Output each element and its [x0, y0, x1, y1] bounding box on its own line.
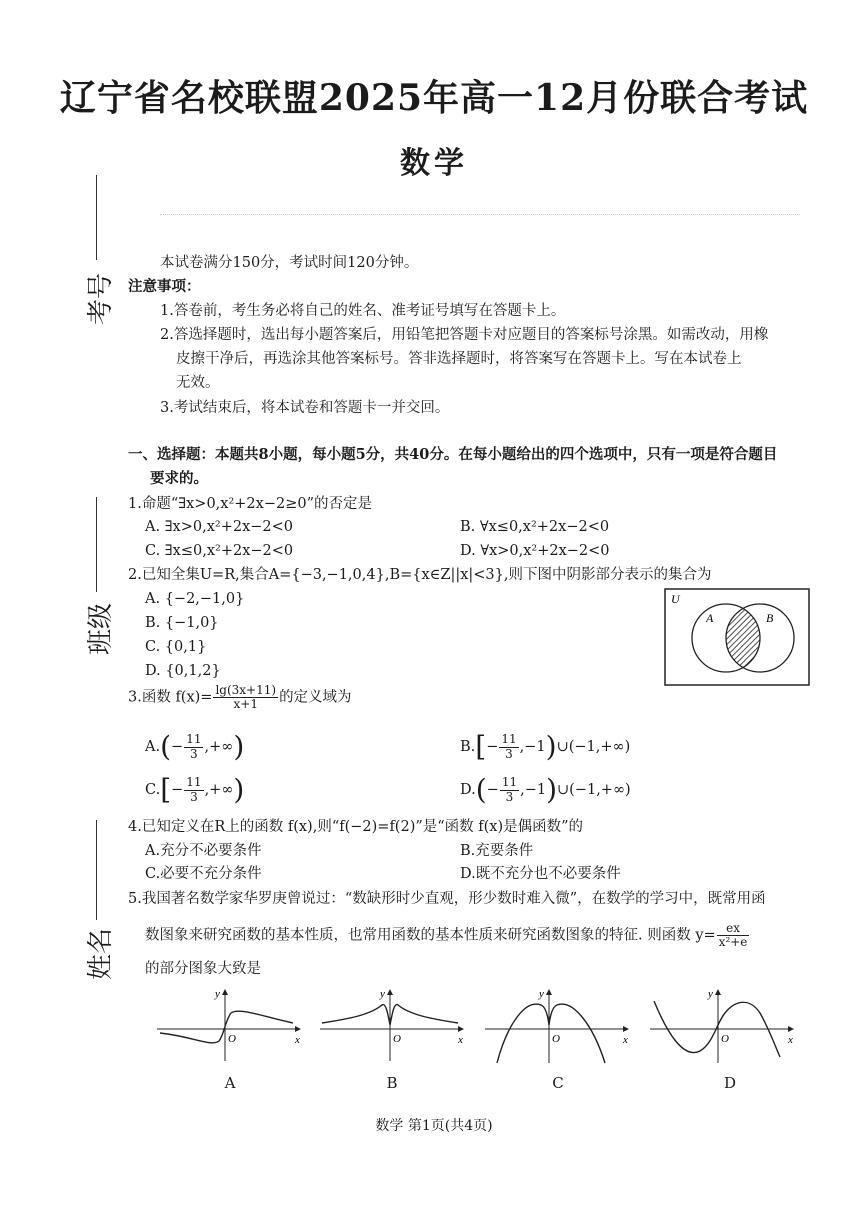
q3-fraction	[213, 684, 278, 711]
venn-label-a: A	[706, 611, 714, 625]
page-footer: 数学 第1页(共4页)	[375, 1118, 493, 1134]
y-label: y	[380, 988, 385, 1000]
frac	[500, 776, 519, 803]
q2-stem: 2.已知全集U=R,集合A={−3,−1,0,4},B={x∈Z||x|<3},则下图中阴影部分表示的集合为	[128, 567, 712, 583]
frac	[184, 776, 203, 803]
y-label: y	[708, 988, 713, 1000]
frac-den: 3	[505, 789, 514, 804]
q3-option-d	[460, 773, 631, 806]
frac-den: 3	[190, 789, 198, 804]
frac-den: 3	[190, 746, 198, 761]
section1-heading: 一、选择题：本题共8小题，每小题5分，共40分。在每小题给出的四个选项中，只有一项是符合题目	[128, 446, 778, 463]
frac-den: 3	[505, 746, 513, 761]
origin-label: O	[393, 1033, 401, 1045]
q5-graph-b-caption: B	[386, 1074, 398, 1092]
frac	[499, 733, 518, 760]
minus-sign: −	[486, 739, 499, 755]
q4-option-b: B.充要条件	[460, 843, 534, 859]
graph-curve	[497, 1004, 605, 1063]
x-label: x	[458, 1034, 463, 1046]
x-label: x	[295, 1034, 300, 1046]
name-label: 姓名	[86, 927, 116, 980]
note-1: 1.答卷前，考生务必将自己的姓名、准考证号填写在答题卡上。	[160, 303, 566, 319]
origin-label: O	[552, 1033, 560, 1045]
frac-num: 11	[186, 732, 202, 747]
frac-num: 11	[186, 775, 202, 790]
q5-stem-line1: 5.我国著名数学家华罗庚曾说过：“数缺形时少直观，形少数时难入微”，在数学的学习中，既常用函	[128, 891, 766, 907]
q5-graph-a-caption: A	[224, 1074, 236, 1092]
minus-sign: −	[171, 739, 184, 755]
y-label: y	[539, 988, 544, 1000]
paren-right: )	[233, 773, 245, 806]
q5-graph-d-caption: D	[723, 1074, 737, 1092]
q3-option-a	[145, 730, 245, 763]
exam-title: 辽宁省名校联盟2025年高一12月份联合考试	[59, 77, 809, 119]
name-line	[96, 820, 97, 920]
note-2-line3: 无效。	[176, 375, 220, 391]
interval-rest: ,+∞	[204, 782, 234, 798]
q1-option-c: C. ∃x≤0,x²+2x−2<0	[145, 543, 294, 559]
venn-label-u: U	[671, 592, 680, 606]
q2-option-c: C. {0,1}	[145, 639, 207, 655]
q1-stem: 1.命题“∃x>0,x²+2x−2≥0”的否定是	[128, 496, 372, 512]
q3-stem-pre: 3.函数 f(x)=	[128, 689, 213, 706]
origin-label: O	[721, 1033, 729, 1045]
interval-rest: ,+∞	[204, 739, 234, 755]
q2-option-d: D. {0,1,2}	[145, 663, 221, 679]
paren-right: )	[233, 730, 245, 763]
exam-no-label: 考号	[86, 272, 116, 325]
q4-option-c: C.必要不充分条件	[145, 866, 262, 882]
frac-num: 11	[501, 775, 518, 790]
q5-frac-den: x²+e	[718, 935, 748, 950]
y-axis-arrow	[222, 989, 228, 995]
q5-frac-num: ex	[717, 922, 750, 936]
y-axis-arrow	[546, 989, 552, 995]
x-axis-arrow	[295, 1026, 301, 1032]
q5-graph-c	[483, 985, 633, 1065]
y-axis-arrow	[387, 989, 393, 995]
intro-text: 本试卷满分150分，考试时间120分钟。	[160, 255, 419, 271]
y-axis-arrow	[715, 989, 721, 995]
origin-label: O	[228, 1033, 236, 1045]
x-axis-arrow	[458, 1026, 464, 1032]
option-label: D.	[460, 782, 476, 798]
divider-rule	[160, 214, 800, 215]
x-axis-arrow	[788, 1026, 794, 1032]
venn-label-b: B	[766, 611, 774, 625]
q4-option-d: D.既不充分也不必要条件	[460, 866, 621, 882]
subject-heading: 数学	[400, 146, 468, 181]
frac	[184, 733, 203, 760]
q3-option-b	[460, 730, 631, 763]
q5-graph-b	[318, 985, 468, 1065]
q1-option-a: A. ∃x>0,x²+2x−2<0	[145, 519, 294, 535]
q3-frac-den: x+1	[233, 697, 258, 712]
q5-graph-a	[155, 985, 305, 1065]
q2-option-b: B. {−1,0}	[145, 615, 219, 631]
note-2-line2: 皮擦干净后，再选涂其他答案标号。答非选择题时，将答案写在答题卡上。写在本试卷上	[176, 351, 742, 367]
q3-stem-post: 的定义域为	[279, 689, 352, 706]
interval-rest: ,−1	[520, 782, 547, 798]
x-axis-arrow	[623, 1026, 629, 1032]
option-label: A.	[145, 739, 161, 755]
interval-tail: ∪(−1,+∞)	[556, 739, 631, 755]
q5-graph-c-caption: C	[552, 1074, 564, 1092]
q5-stem-line3: 的部分图象大致是	[145, 961, 261, 977]
q3-frac-num: lg(3x+11)	[215, 683, 277, 697]
q4-stem: 4.已知定义在R上的函数 f(x),则“f(−2)=f(2)”是“函数 f(x)是偶函数”的	[128, 819, 584, 835]
exam-no-line	[96, 175, 97, 260]
q1-option-b: B. ∀x≤0,x²+2x−2<0	[460, 519, 610, 535]
x-label: x	[623, 1034, 628, 1046]
venn-diagram	[664, 588, 810, 686]
minus-sign: −	[486, 782, 499, 798]
q1-option-d: D. ∀x>0,x²+2x−2<0	[460, 543, 610, 559]
note-2-line1: 2.答选择题时，选出每小题答案后，用铅笔把答题卡对应题目的答案标号涂黑。如需改动，用橡	[160, 327, 769, 343]
class-line	[96, 497, 97, 592]
notes-heading: 注意事项：	[128, 278, 201, 295]
section1-heading-cont: 要求的。	[150, 470, 208, 487]
q5-fraction	[717, 922, 750, 949]
paren-left: (	[475, 773, 487, 806]
paren-right: )	[546, 773, 558, 806]
x-label: x	[788, 1034, 793, 1046]
paren-left: (	[160, 730, 172, 763]
q5-graph-d	[648, 985, 798, 1065]
minus-sign: −	[171, 782, 184, 798]
y-label: y	[215, 988, 220, 1000]
paren-left: [	[160, 773, 172, 806]
option-label: C.	[145, 782, 161, 798]
option-label: B.	[460, 739, 476, 755]
interval-rest: ,−1	[519, 739, 546, 755]
q5-stem-line2	[145, 922, 750, 949]
q2-option-a: A. {−2,−1,0}	[145, 591, 245, 607]
frac-num: 11	[501, 732, 517, 747]
class-label: 班级	[86, 602, 116, 655]
graph-curve	[160, 1011, 293, 1043]
note-3: 3.考试结束后，将本试卷和答题卡一并交回。	[160, 400, 450, 416]
interval-tail: ∪(−1,+∞)	[557, 782, 631, 798]
q3-option-c	[145, 773, 245, 806]
q5-stem-text: 数图象来研究函数的基本性质，也常用函数的基本性质来研究函数图象的特征. 则函数 y=	[145, 927, 716, 944]
q3-stem	[128, 684, 352, 711]
q4-option-a: A.充分不必要条件	[145, 843, 262, 859]
paren-right: )	[545, 730, 557, 763]
paren-left: [	[475, 730, 487, 763]
